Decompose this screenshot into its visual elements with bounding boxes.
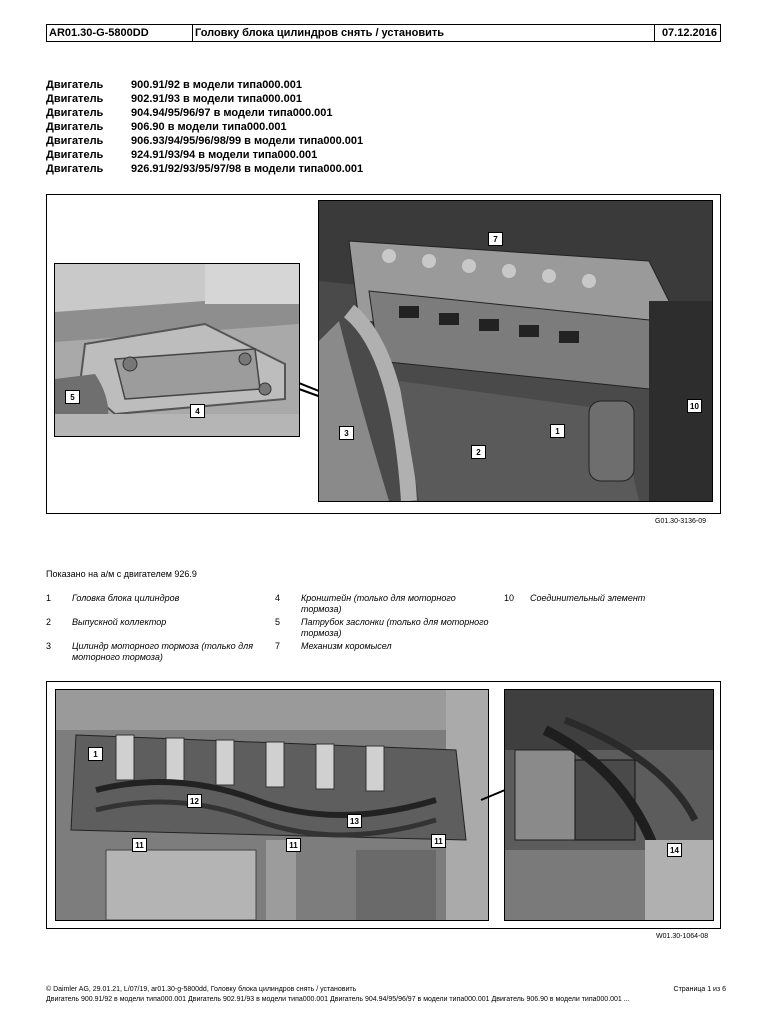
legend-text: Соединительный элемент (530, 593, 646, 603)
page-number: Страница 1 из 6 (673, 986, 726, 993)
engine-list (46, 78, 363, 176)
photo-engine-side (504, 689, 714, 921)
main-photo-engine (318, 200, 713, 502)
engine-value: 906.93/94/95/96/98/99 в модели типа000.001 (131, 135, 364, 147)
figure-injectors (46, 681, 721, 929)
callout-11: 11 (132, 838, 147, 852)
callout-2: 2 (471, 445, 486, 459)
engine-label: Двигатель (46, 163, 104, 175)
legend-number: 3 (46, 641, 52, 651)
legend-text: Кронштейн (только для моторного тормоза) (301, 593, 456, 614)
bracket-photo (55, 264, 299, 436)
engine-label: Двигатель (46, 107, 104, 119)
engine-value: 926.91/92/93/95/97/98 в модели типа000.001 (131, 163, 364, 175)
legend-number: 5 (275, 617, 281, 627)
engine-row (46, 106, 363, 120)
legend-text: Патрубок заслонки (только для моторного тормоза) (301, 617, 489, 638)
callout-12: 12 (187, 794, 202, 808)
figure1-reference: G01.30-3136-09 (655, 518, 706, 525)
engine-value: 904.94/95/96/97 в модели типа000.001 (131, 107, 333, 119)
callout-4: 4 (190, 404, 205, 418)
callout-14: 14 (667, 843, 682, 857)
legend-text: Механизм коромысел (301, 641, 392, 651)
engine-label: Двигатель (46, 149, 104, 161)
engine-row (46, 92, 363, 106)
legend-number: 1 (46, 593, 52, 603)
footer-copyright: © Daimler AG, 29.01.21, L/07/19, ar01.30-g-5800dd, Головку блока цилиндров снять / установить (46, 986, 357, 993)
engine-value: 906.90 в модели типа000.001 (131, 121, 287, 133)
figure-caption: Показано на а/м с двигателем 926.9 (46, 569, 197, 579)
legend-number: 2 (46, 617, 52, 627)
figure-cylinder-head (46, 194, 721, 514)
photo-engine-top (55, 689, 489, 921)
footer-engines: Двигатель 900.91/92 в модели типа000.001 Двигатель 902.91/93 в модели типа000.001 Двигатель 904.94/95/96/97 в модели типа000.001 Двигатель 906.90 в модели типа000.001 ... (46, 996, 630, 1003)
engine-top-photo (56, 690, 488, 920)
legend-text: Головка блока цилиндров (72, 593, 180, 603)
callout-11: 11 (286, 838, 301, 852)
document-title: Головку блока цилиндров снять / установить (193, 25, 655, 41)
callout-3: 3 (339, 426, 354, 440)
document-header (46, 24, 721, 42)
engine-label: Двигатель (46, 135, 104, 147)
callout-10: 10 (687, 399, 702, 413)
engine-side-photo (505, 690, 713, 920)
legend-number: 10 (504, 593, 515, 603)
legend-text: Выпускной коллектор (72, 617, 167, 627)
callout-5: 5 (65, 390, 80, 404)
engine-label: Двигатель (46, 79, 104, 91)
engine-row (46, 148, 363, 162)
figure2-reference: W01.30-1064-08 (656, 933, 709, 940)
legend-text: Цилиндр моторного тормоза (только для моторного тормоза) (72, 641, 254, 662)
engine-value: 924.91/93/94 в модели типа000.001 (131, 149, 318, 161)
engine-value: 900.91/92 в модели типа000.001 (131, 79, 302, 91)
engine-photo (319, 201, 712, 501)
document-date: 07.12.2016 (661, 27, 717, 39)
engine-value: 902.91/93 в модели типа000.001 (131, 93, 302, 105)
legend-number: 7 (275, 641, 281, 651)
engine-row (46, 120, 363, 134)
callout-7: 7 (488, 232, 503, 246)
engine-label: Двигатель (46, 121, 104, 133)
engine-label: Двигатель (46, 93, 104, 105)
page-footer (46, 985, 726, 1005)
callout-13: 13 (347, 814, 362, 828)
document-code: AR01.30-G-5800DD (47, 25, 193, 41)
engine-row (46, 78, 363, 92)
callout-1: 1 (88, 747, 103, 761)
inset-photo-bracket (54, 263, 300, 437)
callout-1: 1 (550, 424, 565, 438)
engine-row (46, 162, 363, 176)
engine-row (46, 134, 363, 148)
legend-number: 4 (275, 593, 281, 603)
callout-11: 11 (431, 834, 446, 848)
